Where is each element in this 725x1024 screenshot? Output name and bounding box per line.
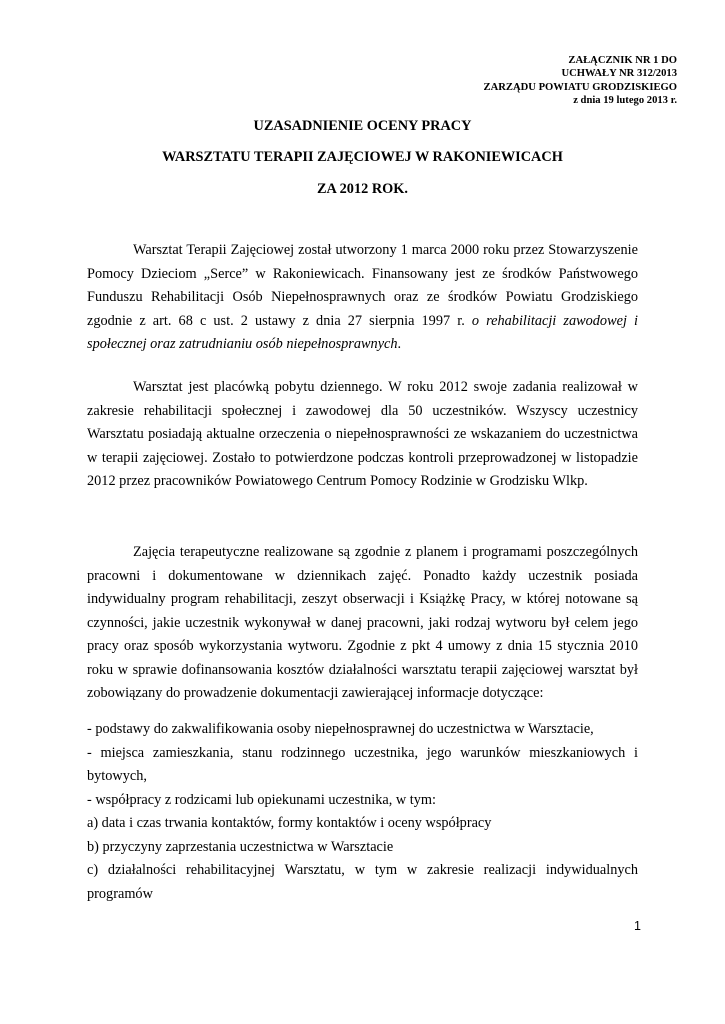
header-line-3: ZARZĄDU POWIATU GRODZISKIEGO xyxy=(483,81,677,93)
list-item: b) przyczyny zaprzestania uczestnictwa w Warsztacie xyxy=(87,838,394,855)
documentation-list xyxy=(87,718,638,906)
list-item: a) data i czas trwania kontaktów, formy kontaktów i oceny współpracy xyxy=(87,815,492,831)
paragraph-2: Warsztat jest placówką pobytu dziennego. W roku 2012 swoje zadania realizował w zakresie rehabilitacji społecznej i zawodowej dla 50 uczestników. Wszyscy uczestnicy Warsztatu posiadają aktualne orzeczenia o niepełnosprawności ze wskazaniem do uczestnictwa w terapii zajęciowej. Zostało to potwierdzone podczas kontroli przeprowadzonej w listopadzie 2012 przez pracowników Powiatowego Centrum Pomocy Rodzinie w Grodzisku Wlkp. xyxy=(87,379,638,489)
header-line-2: UCHWAŁY NR 312/2013 xyxy=(561,68,677,80)
header-line-4: z dnia 19 lutego 2013 r. xyxy=(573,95,677,107)
attachment-header xyxy=(484,54,677,108)
document-title-line-3: ZA 2012 ROK. xyxy=(317,181,408,197)
paragraph-1-end: . xyxy=(397,336,402,352)
document-title-line-2: WARSZTATU TERAPII ZAJĘCIOWEJ W RAKONIEWICACH xyxy=(162,149,563,165)
list-item: - miejsca zamieszkania, stanu rodzinnego uczestnika, jego warunków mieszkaniowych i bytowych, xyxy=(87,744,638,784)
page-number: 1 xyxy=(634,919,641,933)
list-item: c) działalności rehabilitacyjnej Warsztatu, w tym w zakresie realizacji indywidualnych programów xyxy=(87,862,638,902)
header-line-1: ZAŁĄCZNIK NR 1 DO xyxy=(568,55,677,66)
list-item: - współpracy z rodzicami lub opiekunami uczestnika, w tym: xyxy=(87,791,436,808)
paragraph-1-law-title: o rehabilitacji zawodowej i społecznej oraz zatrudnianiu osób niepełnosprawnych xyxy=(87,312,638,352)
document-title-line-1: UZASADNIENIE OCENY PRACY xyxy=(253,118,472,134)
paragraph-1 xyxy=(87,239,638,357)
list-item: - podstawy do zakwalifikowania osoby niepełnosprawnej do uczestnictwa w Warsztacie, xyxy=(87,721,594,737)
paragraph-3: Zajęcia terapeutyczne realizowane są zgodnie z planem i programami poszczególnych pracowni i dokumentowane w dziennikach zajęć. Ponadto każdy uczestnik posiada indywidualny program rehabilitacji, zeszyt obserwacji i Książkę Pracy, w której notowane są czynności, jakie uczestnik wykonywał w danej pracowni, jaki rodzaj wytworu był celem jego pracy oraz sposób wykorzystania wytworu. Zgodnie z pkt 4 umowy z dnia 15 stycznia 2010 roku w sprawie dofinansowania kosztów działalności warsztatu terapii zajęciowej warsztat był zobowiązany do prowadzenie dokumentacji zawierającej informacje dotyczące: xyxy=(87,544,638,701)
paragraph-1-text: Warsztat Terapii Zajęciowej został utworzony 1 marca 2000 roku przez Stowarzyszenie Pomocy Dzieciom „Serce” w Rakoniewicach. Finansowany jest ze środków Państwowego Funduszu Rehabilitacji Osób Niepełnosprawnych oraz ze środków Powiatu Grodziskiego zgodnie z art. 68 c ust. 2 ustawy z dnia 27 sierpnia 1997 r. xyxy=(87,242,638,329)
